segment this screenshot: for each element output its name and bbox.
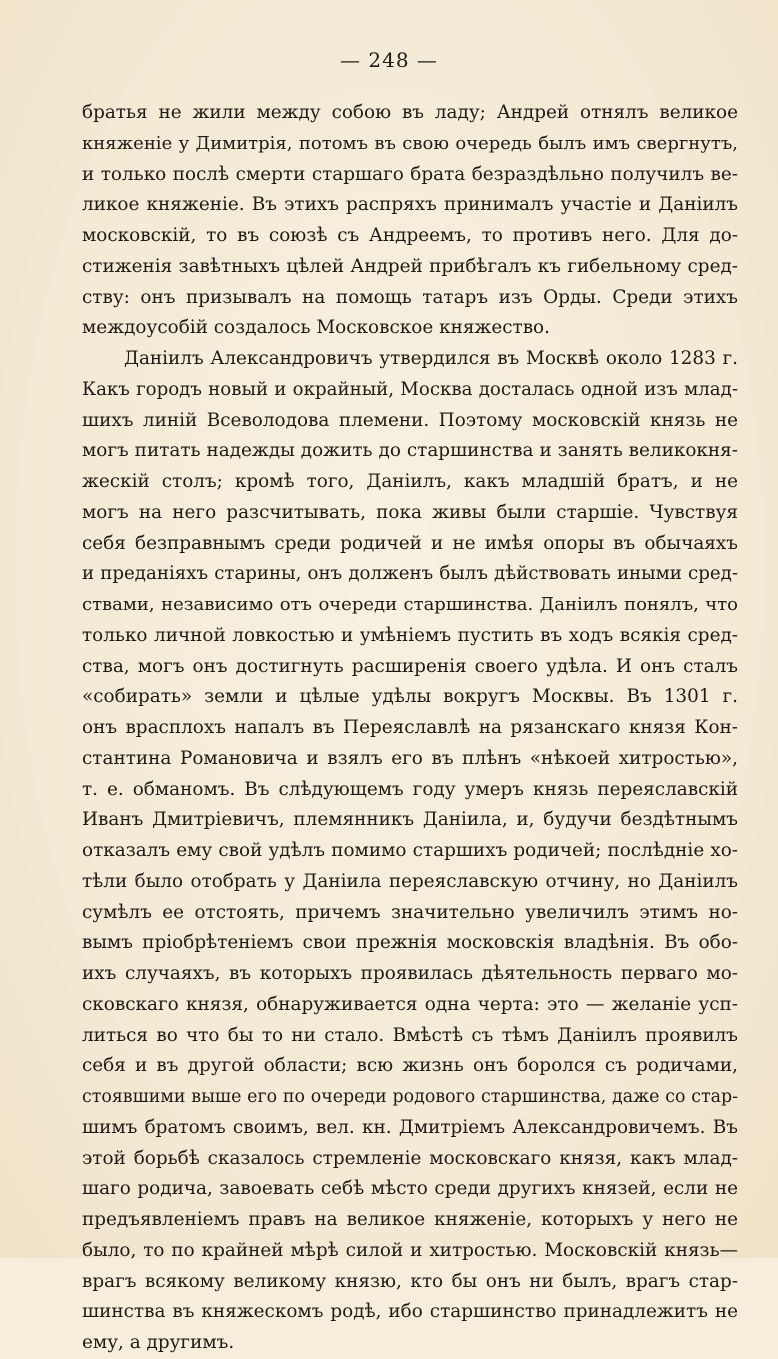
text-line: сумѣлъ ее отстоять, причемъ значительно увеличилъ этимъ но- [82, 901, 738, 923]
paragraph-end-line: междоусобій создалось Московское княжество. [82, 317, 550, 339]
text-line: княженіе у Димитрія, потомъ въ свою очередь былъ имъ свергнутъ, [82, 132, 738, 154]
text-line: ствами, независимо отъ очереди старшинства. Даніилъ понялъ, что [82, 594, 738, 615]
text-line: было, то по крайней мѣрѣ силой и хитростью. Московскій князь— [82, 1239, 738, 1261]
text-line: стантина Романовича и взялъ его въ плѣнъ «нѣкоей хитростью», [82, 747, 738, 769]
text-line: отказалъ ему свой удѣлъ помимо старшихъ родичей; послѣдніе хо- [82, 840, 738, 861]
text-line: могъ питать надежды дожить до старшинства и занять великокня- [82, 440, 738, 462]
text-line: и преданіяхъ старины, онъ долженъ былъ дѣйствовать иными сред- [82, 563, 738, 585]
text-line: себя и въ другой области; всю жизнь онъ боролся съ родичами, [82, 1055, 738, 1077]
text-line: врагъ всякому великому князю, кто бы онъ ни былъ, врагъ стар- [82, 1270, 738, 1292]
text-line: литься во что бы то ни стало. Вмѣстѣ съ тѣмъ Даніилъ проявилъ [82, 1024, 738, 1046]
text-line: шимъ братомъ своимъ, вел. кн. Дмитріемъ Александровичемъ. Въ [82, 1116, 738, 1138]
text-line: Иванъ Дмитріевичъ, племянникъ Даніила, и, будучи бездѣтнымъ [82, 809, 738, 831]
body-text [82, 98, 738, 1359]
text-line: братья не жили между собою въ ладу; Андрей отнялъ великое [82, 102, 738, 123]
text-line: стиженія завѣтныхъ цѣлей Андрей прибѣгалъ къ гибельному сред- [82, 255, 738, 277]
text-line: т. е. обманомъ. Въ слѣдующемъ году умеръ князь переяславскій [82, 778, 738, 800]
text-line: московскій, то въ союзѣ съ Андреемъ, то противъ него. Для до- [82, 225, 738, 246]
text-line: предъявленіемъ правъ на великое княженіе, которыхъ у него не [82, 1209, 738, 1230]
text-line: шихъ линій Всеволодова племени. Поэтому московскій князь не [82, 409, 738, 431]
text-line: тѣли было отобрать у Даніила переяславскую отчину, но Даніилъ [82, 870, 738, 892]
text-line: этой борьбѣ сказалось стремленіе московскаго князя, какъ млад- [82, 1147, 738, 1169]
text-line: себя безправнымъ среди родичей и не имѣя опоры въ обычаяхъ [82, 532, 738, 554]
text-line: Какъ городъ новый и окрайный, Москва досталась одной изъ млад- [82, 378, 738, 400]
text-line: стоявшими выше его по очереди родового старшинства, даже со стар- [82, 1087, 738, 1107]
page-number: — 248 — [340, 48, 438, 72]
text-line: ликое княженіе. Въ этихъ распряхъ принималъ участіе и Даніилъ [82, 194, 738, 216]
text-line: ства, могъ онъ достигнуть расширенія своего удѣла. И онъ сталъ [82, 655, 738, 677]
paragraph-end-line: ему, а другимъ. [82, 1332, 235, 1353]
text-line: онъ врасплохъ напалъ въ Переяславлѣ на рязанскаго князя Кон- [82, 717, 738, 738]
text-line: вымъ пріобрѣтеніемъ свои прежнія московскія владѣнія. Въ обо- [82, 932, 738, 954]
paragraph-start-line: Даніилъ Александровичъ утвердился въ Москвѣ около 1283 г. [124, 348, 738, 369]
text-line: жескій столъ; кромѣ того, Даніилъ, какъ младшій братъ, и не [82, 471, 738, 492]
text-line: «собирать» земли и цѣлые удѣлы вокругъ Москвы. Въ 1301 г. [82, 686, 738, 708]
text-line: только личной ловкостью и умѣніемъ пустить въ ходъ всякія сред- [82, 624, 738, 646]
text-line: шинства въ княжескомъ родѣ, ибо старшинство принадлежитъ не [82, 1301, 738, 1323]
text-line: шаго родича, завоевать себѣ мѣсто среди другихъ князей, если не [82, 1178, 738, 1200]
text-line: и только послѣ смерти старшаго брата безраздѣльно получилъ ве- [82, 163, 738, 185]
text-line: сковскаго князя, обнаруживается одна черта: это — желаніе усп- [82, 993, 738, 1015]
text-line: ству: онъ призывалъ на помощь татаръ изъ Орды. Среди этихъ [82, 286, 738, 308]
text-line: могъ на него разсчитывать, пока живы были старшіе. Чувствуя [82, 501, 738, 523]
text-line: ихъ случаяхъ, въ которыхъ проявилась дѣятельность перваго мо- [82, 963, 738, 984]
